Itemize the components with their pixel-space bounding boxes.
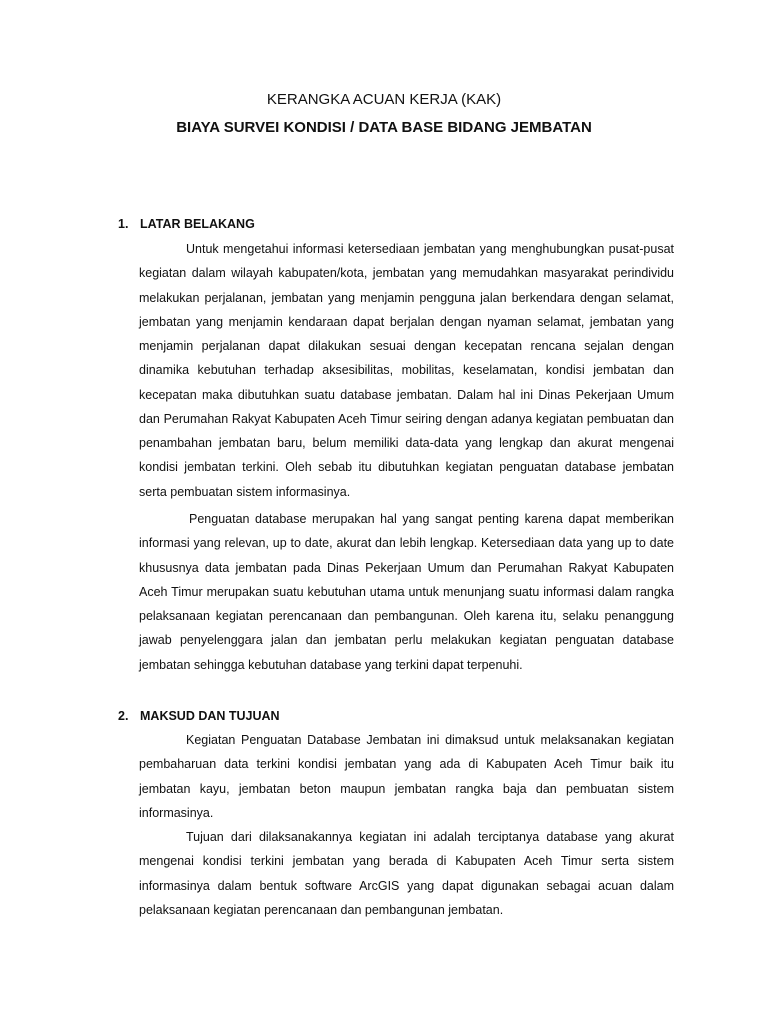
section-heading-maksud-dan-tujuan	[118, 708, 280, 724]
section-number: 1.	[118, 217, 129, 231]
document-title: KERANGKA ACUAN KERJA (KAK)	[266, 91, 502, 108]
paragraph: Penguatan database merupakan hal yang sangat penting karena dapat memberikan informasi yang relevan, up to date, akurat dan lebih lengkap. Ketersediaan data yang up to date khususnya data jembatan pada Dinas Pekerjaan Umum dan Perumahan Rakyat Kabupaten Aceh Timur merupakan suatu kebutuhan utama untuk menunjang suatu informasi dalam rangka pelaksanaan kegiatan perencanaan dan pembangunan. Oleh karena itu, selaku penanggung jawab penyelenggara jalan dan jembatan perlu melakukan kegiatan penguatan database jembatan sehingga kebutuhan database yang terkini dapat terpenuhi.	[139, 512, 674, 672]
section-title: LATAR BELAKANG	[140, 217, 255, 231]
section-heading-latar-belakang	[118, 216, 255, 232]
section-title: MAKSUD DAN TUJUAN	[140, 709, 280, 723]
paragraph: Untuk mengetahui informasi ketersediaan jembatan yang menghubungkan pusat-pusat kegiatan dalam wilayah kabupaten/kota, jembatan yang memudahkan masyarakat perindividu melakukan perjalanan, jembatan yang menjamin pengguna jalan berkendara dengan selamat, jembatan yang menjamin kendaraan dapat berjalan dengan nyaman selamat, jembatan yang menjamin perjalanan dapat dilakukan sesuai dengan kecepatan rencana sejalan dengan dinamika kebutuhan terhadap aksesibilitas, mobilitas, keselamatan, kondisi jembatan dan kecepatan maka dibutuhkan suatu database jembatan. Dalam hal ini Dinas Pekerjaan Umum dan Perumahan Rakyat Kabupaten Aceh Timur seiring dengan adanya kegiatan pembuatan dan penambahan jembatan baru, belum memiliki data-data yang lengkap dan akurat mengenai kondisi jembatan terkini. Oleh sebab itu dibutuhkan kegiatan penguatan database jembatan serta pembuatan sistem informasinya.	[139, 242, 674, 499]
paragraph: Tujuan dari dilaksanakannya kegiatan ini adalah terciptanya database yang akurat mengenai kondisi terkini jembatan yang berada di Kabupaten Aceh Timur serta sistem informasinya dalam bentuk software ArcGIS yang dapat digunakan sebagai acuan dalam pelaksanaan kegiatan perencanaan dan pembangunan jembatan.	[139, 830, 674, 917]
section-number: 2.	[118, 709, 129, 723]
document-subtitle: BIAYA SURVEI KONDISI / DATA BASE BIDANG JEMBATAN	[176, 119, 592, 136]
paragraph: Kegiatan Penguatan Database Jembatan ini dimaksud untuk melaksanakan kegiatan pembaharuan data terkini kondisi jembatan yang ada di Kabupaten Aceh Timur baik itu jembatan kayu, jembatan beton maupun jembatan rangka baja dan pembuatan sistem informasinya.	[139, 733, 674, 820]
